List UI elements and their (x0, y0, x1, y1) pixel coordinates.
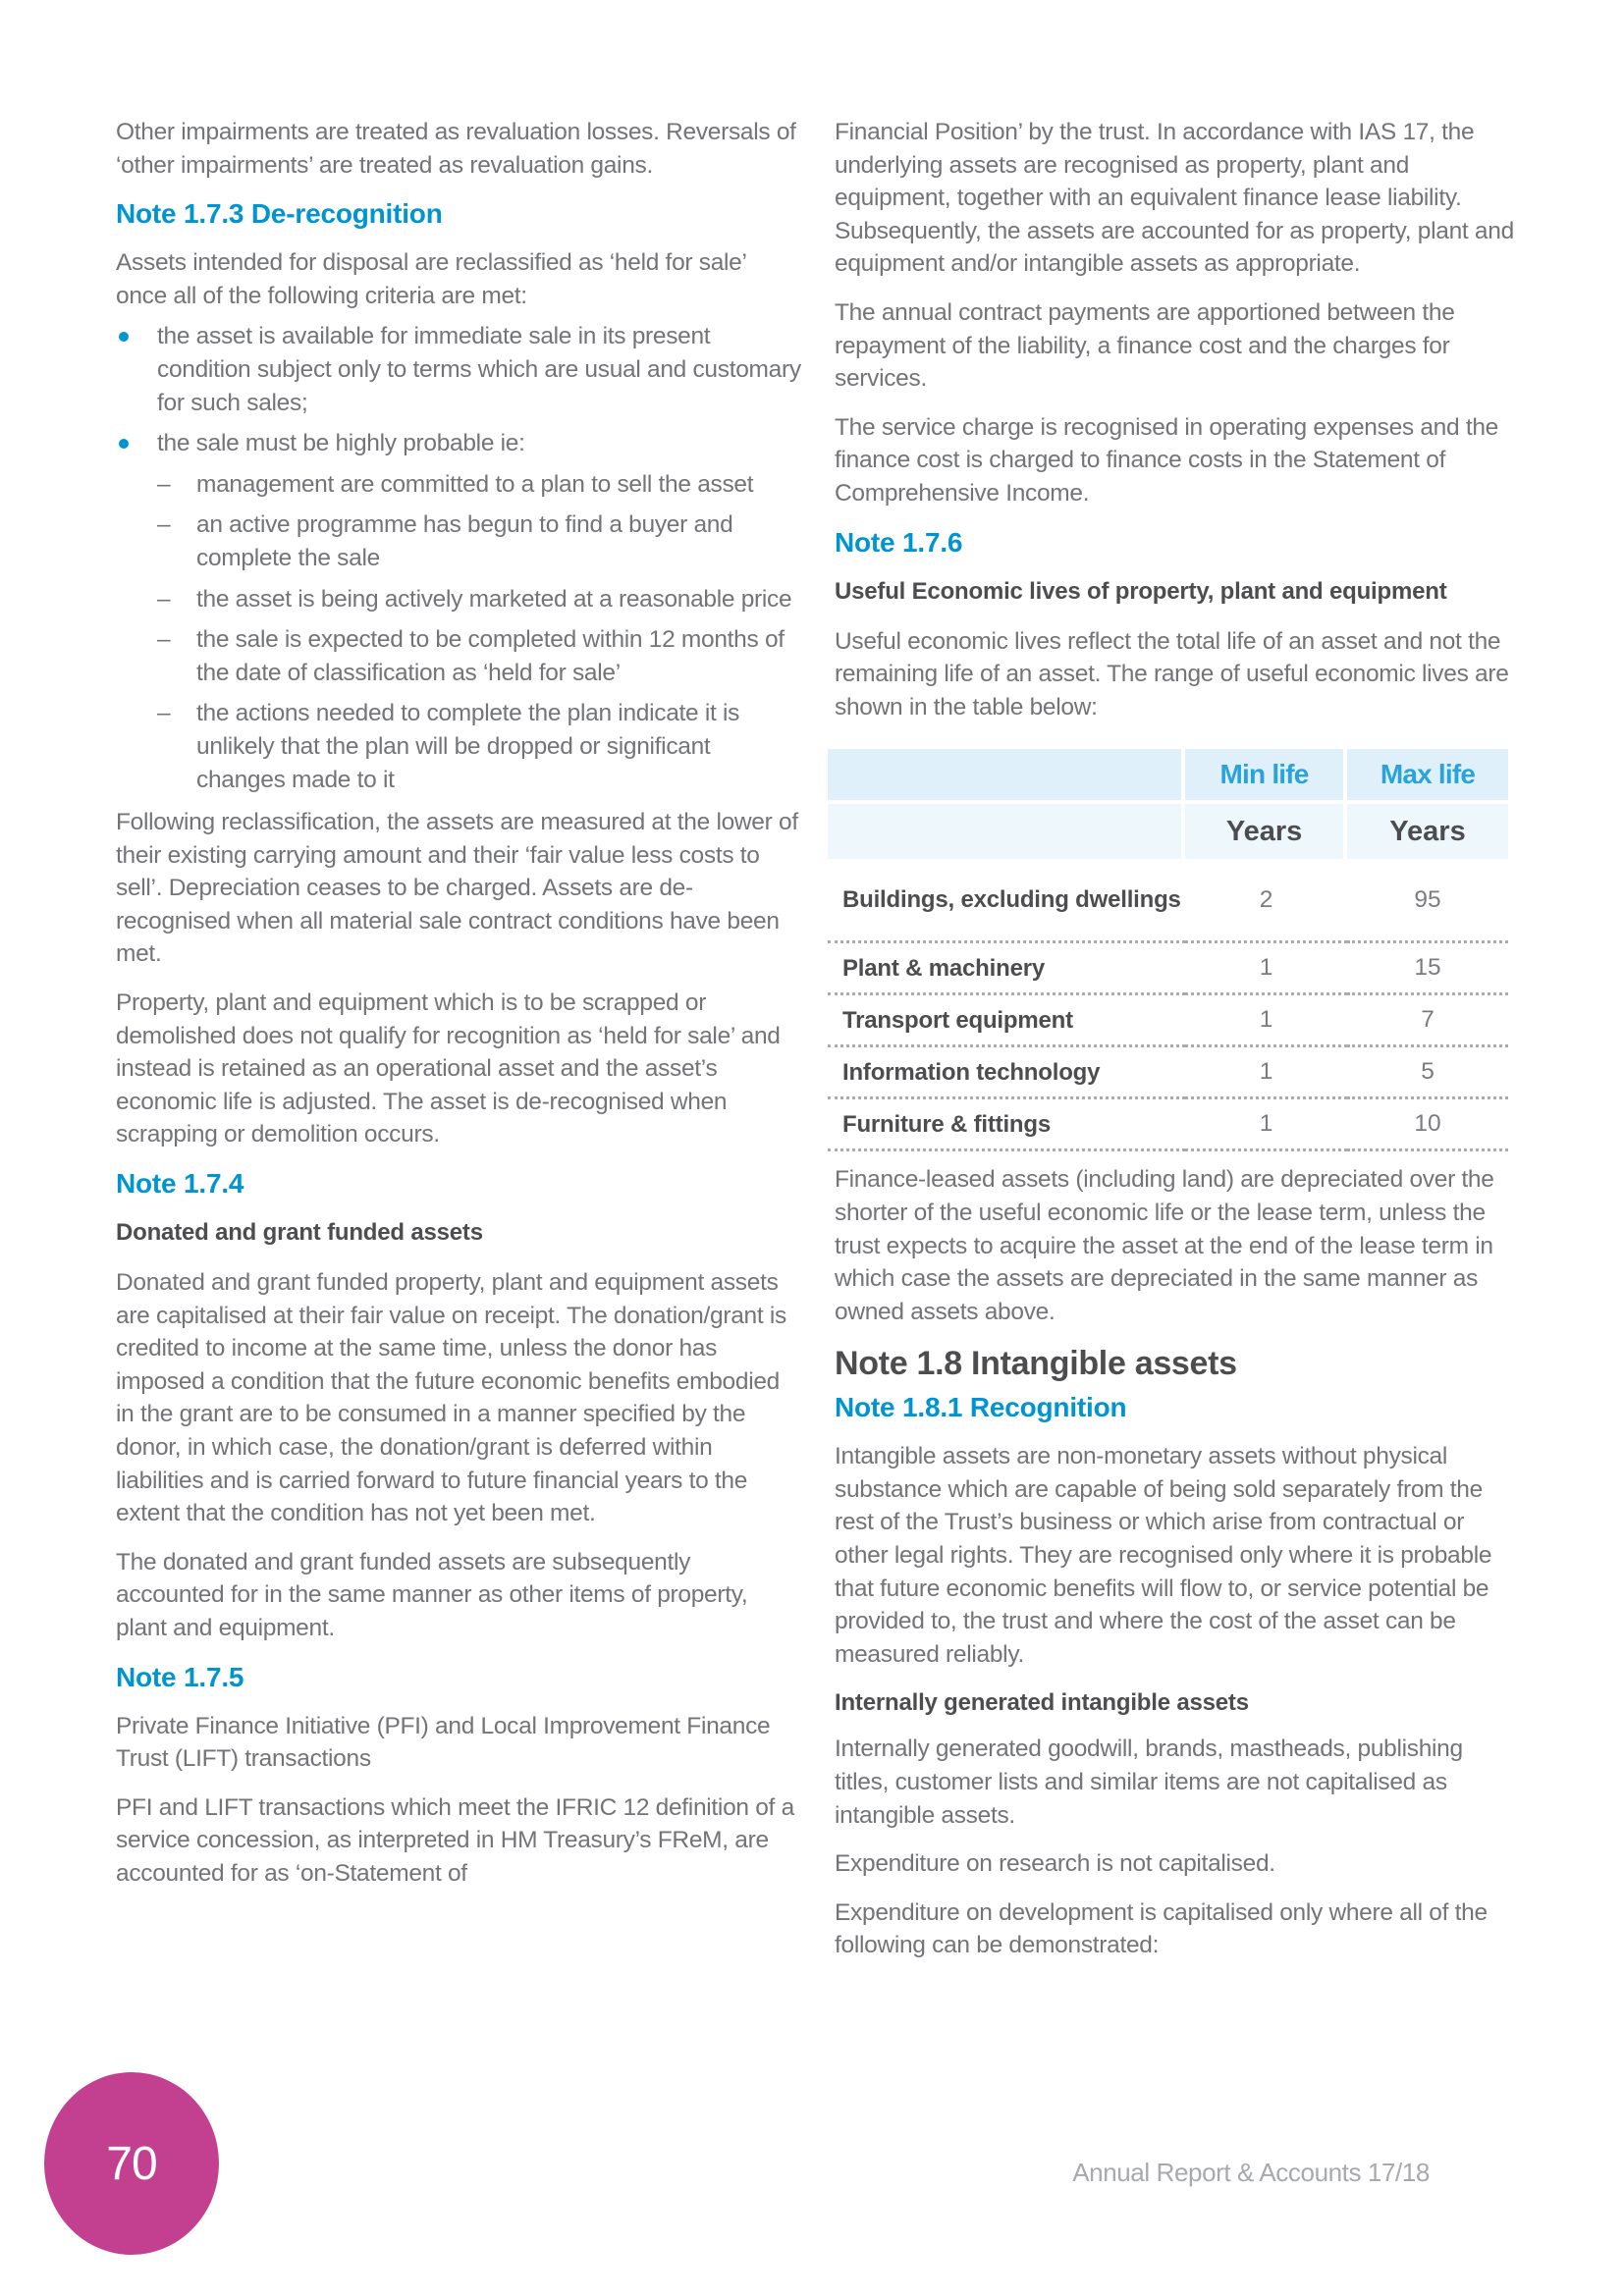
row-max: 15 (1347, 943, 1508, 995)
sub-list-item: – the sale is expected to be completed within 12 months of the date of classification as ‘held for sale’ (157, 623, 803, 689)
row-max: 7 (1347, 995, 1508, 1047)
donated-assets-subsequent-paragraph: The donated and grant funded assets are subsequently accounted for in the same manner as other items of property, plant and equipment. (116, 1548, 748, 1641)
row-max: 10 (1347, 1099, 1508, 1151)
note-1-7-4-heading: Note 1.7.4 (116, 1168, 244, 1200)
useful-lives-table (828, 749, 1508, 1151)
goodwill-paragraph: Internally generated goodwill, brands, mastheads, publishing titles, customer lists and similar items are not capitalised as intangible assets. (835, 1735, 1463, 1829)
note-1-7-5-heading: Note 1.7.5 (116, 1661, 244, 1692)
row-label: Plant & machinery (828, 943, 1185, 995)
row-max: 5 (1347, 1047, 1508, 1099)
reclassification-paragraph: Following reclassification, the assets are measured at the lower of their existing carrying amount and their ‘fair value less costs to sell’. Depreciation ceases to be charged. Assets are de-recognised when all material sale contract conditions have been met. (116, 809, 798, 968)
sub-list-item: – management are committed to a plan to sell the asset (157, 468, 803, 502)
row-max: 95 (1347, 859, 1508, 943)
scrapped-assets-paragraph: Property, plant and equipment which is to be scrapped or demolished does not qualify for recognition as ‘held for sale’ and instead is retained as an operational asset and the asset’s economic life is adjusted. The asset is de-recognised when scrapping or demolition occurs. (116, 989, 781, 1148)
bullet-dot-icon (119, 439, 129, 449)
right-column (835, 116, 1522, 1978)
financial-position-paragraph: Financial Position’ by the trust. In accordance with IAS 17, the underlying assets are recognised as property, plant and equipment, together with an equivalent finance lease liability. Subsequently, the assets are accounted for as property, plant and equipment and/or intangible assets as appropriate. (835, 119, 1514, 278)
row-label: Information technology (828, 1047, 1185, 1099)
dash-icon: – (157, 700, 171, 727)
row-min: 1 (1185, 995, 1347, 1047)
sub-list-item: – an active programme has begun to find a buyer and complete the sale (157, 508, 803, 574)
row-label: Buildings, excluding dwellings (828, 859, 1185, 943)
highly-probable-sub-list (157, 468, 803, 796)
row-min: 2 (1185, 859, 1347, 943)
page-number: 70 (106, 2137, 157, 2190)
contract-payments-paragraph: The annual contract payments are apportioned between the repayment of the liability, a finance cost and the charges for services. (835, 298, 1455, 393)
list-item: the sale must be highly probable ie: – management are committed to a plan to sell the asset – an active programme has begun to find a buyer and complete the sale – the asset is being actively marketed at a reasonable price – the sale is expected to be completed within 12 months of the date of classification as ‘held for sale’ – the actions needed to complete the plan indicate it is unlikely that the plan will be dropped or significant changes made to it (116, 427, 803, 796)
criteria-list (116, 320, 803, 796)
row-label: Furniture & fittings (828, 1099, 1185, 1151)
note-1-8-heading: Note 1.8 Intangible assets (835, 1345, 1237, 1383)
note-1-7-3-heading: Note 1.7.3 De-recognition (116, 198, 443, 230)
row-min: 1 (1185, 1047, 1347, 1099)
header-max-life: Max life (1347, 749, 1508, 804)
service-charge-paragraph: The service charge is recognised in operating expenses and the finance cost is charged to finance costs in the Statement of Comprehensive Income. (835, 413, 1498, 507)
donated-assets-subheading: Donated and grant funded assets (116, 1219, 483, 1247)
report-title-footer: Annual Report & Accounts 17/18 (1072, 2158, 1430, 2187)
useful-lives-intro: Useful economic lives reflect the total life of an asset and not the remaining life of an asset. The range of useful economic lives are shown in the table below: (835, 627, 1509, 721)
donated-assets-paragraph: Donated and grant funded property, plant and equipment assets are capitalised at their fair value on receipt. The donation/grant is credited to income at the same time, unless the donor has imposed a condition that the future economic benefits embodied in the grant are to be consumed in a manner specified by the donor, in which case, the donation/grant is deferred within liabilities and is carried forward to future financial years to the extent that the condition has not yet been met. (116, 1269, 786, 1527)
header-min-life: Min life (1185, 749, 1347, 804)
row-min: 1 (1185, 943, 1347, 995)
dash-icon: – (157, 585, 171, 613)
note-1-7-6-heading: Note 1.7.6 (835, 526, 963, 558)
table-row (828, 1047, 1508, 1099)
useful-lives-subheading: Useful Economic lives of property, plant and equipment (835, 577, 1447, 605)
pfi-lift-paragraph: PFI and LIFT transactions which meet the IFRIC 12 definition of a service concession, as interpreted in HM Treasury’s FReM, are accounted for as ‘on-Statement of (116, 1793, 794, 1887)
intangible-definition-paragraph: Intangible assets are non-monetary assets without physical substance which are capable of being sold separately from the rest of the Trust’s business or which arise from contractual or other legal rights. They are recognised only where it is probable that future economic benefits will flow to, or service potential be provided to, the trust and where the cost of the asset can be measured reliably. (835, 1443, 1492, 1668)
internally-generated-subheading: Internally generated intangible assets (835, 1689, 1249, 1717)
header-blank (828, 749, 1185, 804)
finance-leased-paragraph: Finance-leased assets (including land) are depreciated over the shorter of the useful economic life or the lease term, unless the trust expects to acquire the asset at the end of the lease term in which case the assets are depreciated in the same manner as owned assets above. (835, 1166, 1494, 1325)
impairments-paragraph: Other impairments are treated as revaluation losses. Reversals of ‘other impairments’ are treated as revaluation gains. (116, 119, 796, 179)
note-1-8-1-heading: Note 1.8.1 Recognition (835, 1392, 1127, 1423)
table-units-row (828, 804, 1508, 859)
row-min: 1 (1185, 1099, 1347, 1151)
list-item: the asset is available for immediate sale in its present condition subject only to terms which are usual and customary for such sales; (116, 320, 803, 419)
table-header-row (828, 749, 1508, 804)
development-paragraph: Expenditure on development is capitalised only where all of the following can be demonstrated: (835, 1898, 1488, 1959)
bullet-dot-icon (119, 332, 129, 342)
page-number-badge (44, 2072, 219, 2255)
table-row (828, 943, 1508, 995)
sub-list-item: – the asset is being actively marketed at a reasonable price (157, 583, 803, 616)
units-blank (828, 804, 1185, 859)
dash-icon: – (157, 626, 171, 654)
units-min-years: Years (1185, 804, 1347, 859)
table-row (828, 859, 1508, 943)
row-label: Transport equipment (828, 995, 1185, 1047)
dash-icon: – (157, 511, 171, 539)
pfi-lift-title: Private Finance Initiative (PFI) and Local Improvement Finance Trust (LIFT) transactions (116, 1712, 771, 1773)
units-max-years: Years (1347, 804, 1508, 859)
research-paragraph: Expenditure on research is not capitalised. (835, 1850, 1275, 1878)
held-for-sale-intro: Assets intended for disposal are reclassified as ‘held for sale’ once all of the following criteria are met: (116, 249, 746, 309)
sub-list-item: – the actions needed to complete the plan indicate it is unlikely that the plan will be dropped or significant changes made to it (157, 697, 803, 796)
table-row (828, 995, 1508, 1047)
table-row (828, 1099, 1508, 1151)
left-column (116, 116, 803, 1906)
dash-icon: – (157, 470, 171, 498)
